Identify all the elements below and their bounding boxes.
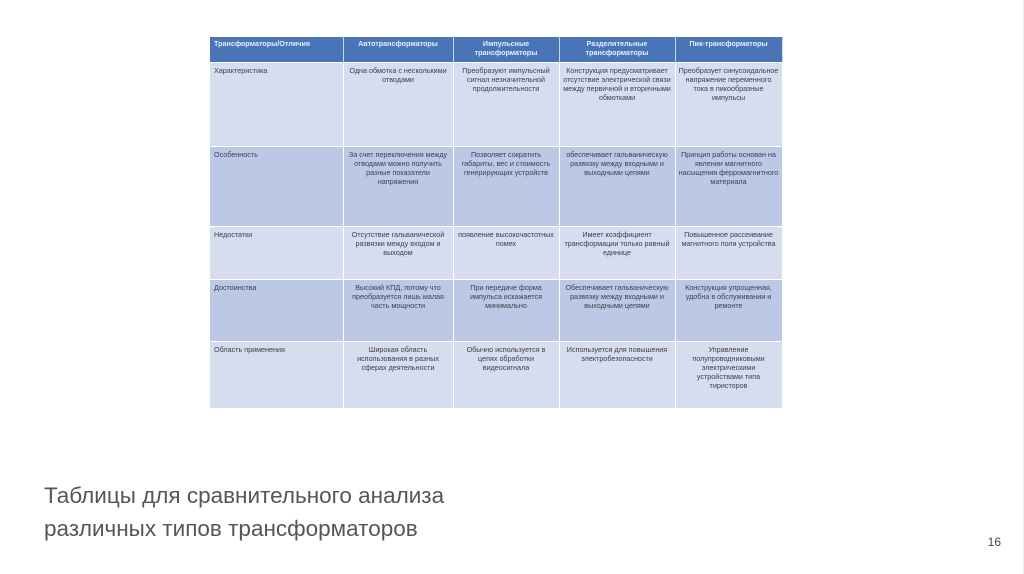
comparison-table — [210, 37, 783, 408]
table-cell: Обычно используется в цепях обработки видеосигнала — [453, 341, 559, 408]
table-row — [210, 226, 782, 279]
table-cell: Используется для повышения электробезопасности — [559, 341, 675, 408]
table-cell: Отсутствие гальванической развязки между входом и выходом — [343, 226, 453, 279]
table-cell: Принцип работы основан на явлении магнитного насыщения ферромагнитного материала — [675, 146, 782, 226]
table-row — [210, 146, 782, 226]
caption-line-2: различных типов трансформаторов — [44, 516, 418, 541]
table-cell: Повышенное рассеивание магнитного поля устройства — [675, 226, 782, 279]
caption-line-1: Таблицы для сравнительного анализа — [44, 483, 445, 508]
row-label: Достоинства — [210, 279, 343, 341]
header-cell-types: Трансформаторы/Отличия — [210, 37, 343, 62]
table-cell: За счет переключения между отводами можно получить разные показатели напряжения — [343, 146, 453, 226]
row-label: Недостатки — [210, 226, 343, 279]
table-cell: появление высокочастотных помех — [453, 226, 559, 279]
table-row — [210, 341, 782, 408]
header-cell-pulse: Импульсные трансформаторы — [453, 37, 559, 62]
table-cell: Высокий КПД, потому что преобразуется лишь малая часть мощности — [343, 279, 453, 341]
table-cell: Преобразует синусоидальное напряжение переменного тока в пикообразные импульсы — [675, 62, 782, 146]
header-cell-isolation: Разделительные трансформаторы — [559, 37, 675, 62]
page-number: 16 — [987, 535, 1001, 549]
table-row — [210, 279, 782, 341]
table-cell: Конструкция предусматривает отсутствие электрической связи между первичной и вторичными обмотками — [559, 62, 675, 146]
table-cell: Одна обмотка с несколькими отводами — [343, 62, 453, 146]
table-cell: обеспечивает гальваническую развязку между входными и выходными цепями — [559, 146, 675, 226]
table-cell: Позволяет сократить габариты, вес и стоимость генерирующих устройств — [453, 146, 559, 226]
header-cell-peak: Пик-трансформаторы — [675, 37, 782, 62]
table-cell: Преобразуют импульсный сигнал незначительной продолжительности — [453, 62, 559, 146]
slide-caption — [44, 479, 684, 545]
table-cell: При передаче форма импульса искажается минимально — [453, 279, 559, 341]
table-cell: Обеспечивает гальваническую развязку между входными и выходными цепями — [559, 279, 675, 341]
row-label: Характеристика — [210, 62, 343, 146]
row-label: Особенность — [210, 146, 343, 226]
table-cell: Конструкция упрощенная, удобна в обслуживании и ремонте — [675, 279, 782, 341]
row-label: Область применения — [210, 341, 343, 408]
table-header-row — [210, 37, 782, 62]
table-cell: Имеет коэффициент трансформации только равный единице — [559, 226, 675, 279]
header-cell-autotransformers: Автотрансформаторы — [343, 37, 453, 62]
table-cell: Управление полупроводниковыми электрическими устройствами типа тиристоров — [675, 341, 782, 408]
table-row — [210, 62, 782, 146]
table-cell: Широкая область использования в разных сферах деятельности — [343, 341, 453, 408]
